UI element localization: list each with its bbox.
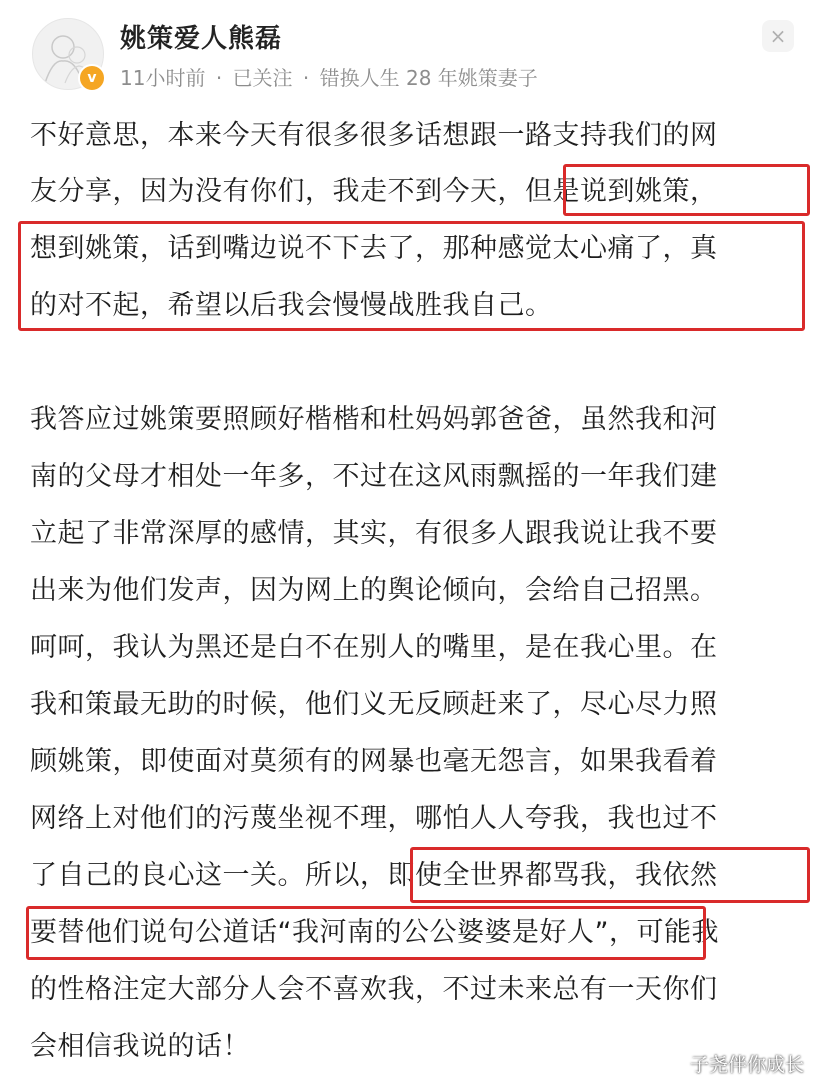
post-meta [120, 62, 542, 91]
close-button[interactable]: × [762, 20, 794, 52]
follow-status[interactable]: 已关注 [232, 66, 293, 90]
text-line: 的性格注定大部分人会不喜欢我，不过未来总有一天你们 [30, 974, 718, 1005]
watermark: 子尧伴你成长 [690, 1054, 805, 1076]
text-line: 想到姚策，话到嘴边说不下去了，那种感觉太心痛了，真 [30, 233, 718, 264]
text-line: 南的父母才相处一年多，不过在这风雨飘摇的一年我们建 [30, 461, 718, 492]
text-line: 不好意思，本来今天有很多很多话想跟一路支持我们的网 [30, 120, 718, 151]
text-line: 出来为他们发声，因为网上的舆论倾向，会给自己招黑。 [30, 575, 718, 606]
post-time: 11小时前 [120, 66, 206, 90]
text-line: 要替他们说句公道话“我河南的公公婆婆是好人”，可能我 [30, 917, 719, 948]
text-line: 了自己的良心这一关。所以，即使全世界都骂我，我依然 [30, 860, 718, 891]
username[interactable]: 姚策爱人熊磊 [120, 24, 283, 54]
text-line: 网络上对他们的污蔑坐视不理，哪怕人人夸我，我也过不 [30, 803, 718, 834]
text-line: 立起了非常深厚的感情，其实，有很多人跟我说让我不要 [30, 518, 718, 549]
text-line: 我和策最无助的时候，他们义无反顾赶来了，尽心尽力照 [30, 689, 718, 720]
text-line: 顾姚策，即使面对莫须有的网暴也毫无怨言，如果我看着 [30, 746, 718, 777]
text-line: 友分享，因为没有你们，我走不到今天，但是说到姚策， [30, 176, 718, 207]
meta-separator: · [215, 66, 223, 90]
post-header [0, 0, 828, 100]
text-line: 我答应过姚策要照顾好楷楷和杜妈妈郭爸爸，虽然我和河 [30, 404, 718, 435]
verified-badge-icon: v [78, 64, 106, 92]
text-line: 呵呵，我认为黑还是白不在别人的嘴里，是在我心里。在 [30, 632, 718, 663]
text-line: 会相信我说的话！ [30, 1031, 250, 1062]
meta-separator: · [302, 66, 310, 90]
user-bio: 错换人生 28 年姚策妻子 [319, 66, 538, 90]
text-line: 的对不起，希望以后我会慢慢战胜我自己。 [30, 290, 553, 321]
